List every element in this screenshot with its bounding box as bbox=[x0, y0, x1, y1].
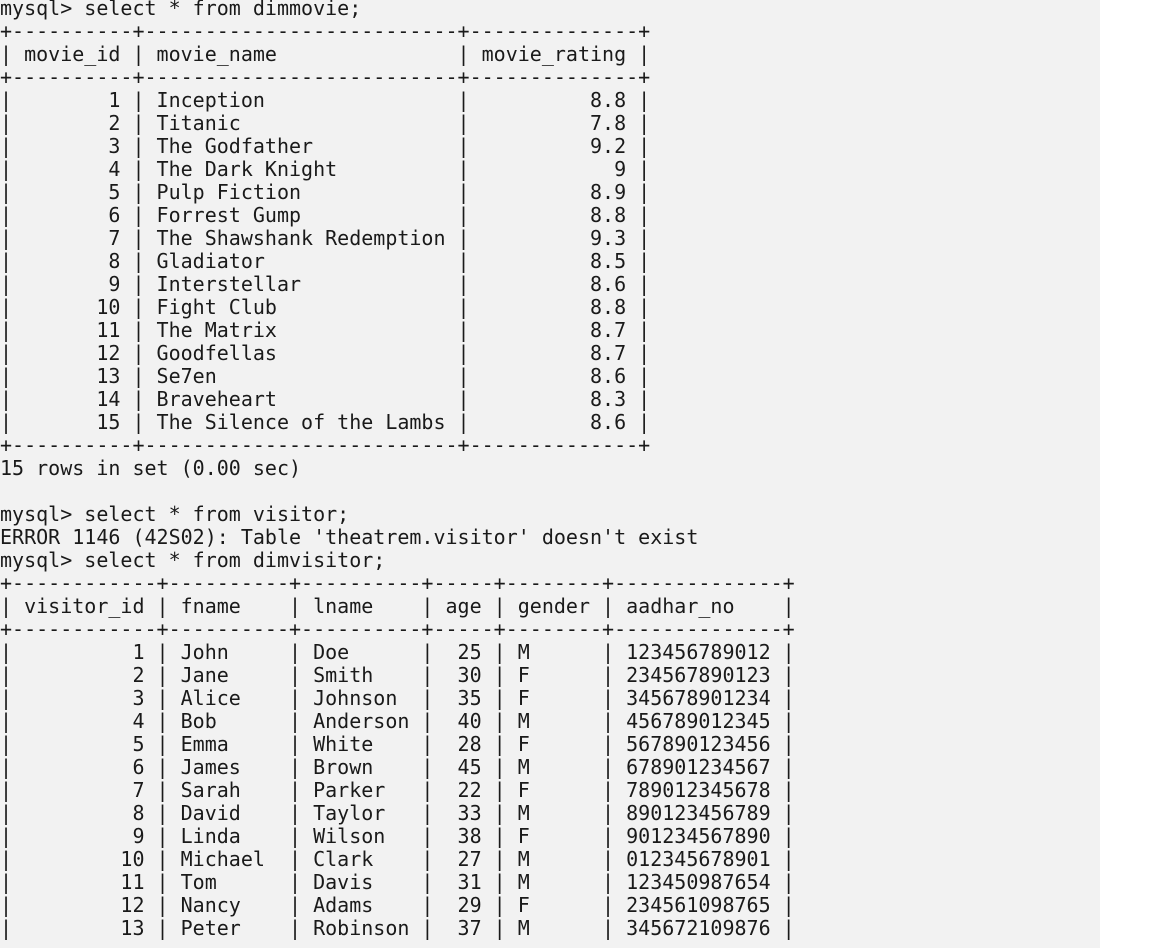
terminal-line: | 13 | Peter | Robinson | 37 | M | 345672109876 | bbox=[0, 916, 795, 940]
terminal-line: | 6 | Forrest Gump | 8.8 | bbox=[0, 203, 651, 227]
terminal-line bbox=[0, 480, 795, 503]
terminal-line: mysql> select * from dimvisitor; bbox=[0, 548, 386, 572]
terminal-line: | 14 | Braveheart | 8.3 | bbox=[0, 387, 651, 411]
terminal-line: +----------+--------------------------+--------------+ bbox=[0, 65, 651, 89]
terminal-line: | 12 | Goodfellas | 8.7 | bbox=[0, 341, 651, 365]
terminal-line: | 9 | Linda | Wilson | 38 | F | 901234567890 | bbox=[0, 824, 795, 848]
terminal-line: mysql> select * from visitor; bbox=[0, 502, 350, 526]
terminal-line: +----------+--------------------------+--------------+ bbox=[0, 19, 651, 43]
terminal-line: | 5 | Emma | White | 28 | F | 567890123456 | bbox=[0, 732, 795, 756]
terminal-line: | 13 | Se7en | 8.6 | bbox=[0, 364, 651, 388]
terminal-line: | 7 | Sarah | Parker | 22 | F | 789012345678 | bbox=[0, 778, 795, 802]
terminal-line: | visitor_id | fname | lname | age | gender | aadhar_no | bbox=[0, 594, 795, 618]
terminal-line: | 10 | Fight Club | 8.8 | bbox=[0, 295, 651, 319]
terminal-line: 15 rows in set (0.00 sec) bbox=[0, 456, 302, 480]
terminal-line: +------------+----------+----------+-----+--------+--------------+ bbox=[0, 571, 795, 595]
terminal-line: | 10 | Michael | Clark | 27 | M | 012345678901 | bbox=[0, 847, 795, 871]
terminal-line: | 6 | James | Brown | 45 | M | 678901234567 | bbox=[0, 755, 795, 779]
terminal-line: | 7 | The Shawshank Redemption | 9.3 | bbox=[0, 226, 651, 250]
terminal-line: | 12 | Nancy | Adams | 29 | F | 234561098765 | bbox=[0, 893, 795, 917]
terminal-line: +------------+----------+----------+-----+--------+--------------+ bbox=[0, 617, 795, 641]
terminal-line: | 3 | Alice | Johnson | 35 | F | 345678901234 | bbox=[0, 686, 795, 710]
terminal-line: | movie_id | movie_name | movie_rating | bbox=[0, 42, 651, 66]
terminal-line: mysql> select * from dimmovie; bbox=[0, 0, 362, 20]
terminal-line: | 4 | The Dark Knight | 9 | bbox=[0, 157, 651, 181]
terminal-line: | 11 | The Matrix | 8.7 | bbox=[0, 318, 651, 342]
terminal-line: | 1 | Inception | 8.8 | bbox=[0, 88, 651, 112]
terminal-line: | 3 | The Godfather | 9.2 | bbox=[0, 134, 651, 158]
terminal-line: | 15 | The Silence of the Lambs | 8.6 | bbox=[0, 410, 651, 434]
terminal-line: | 8 | David | Taylor | 33 | M | 890123456789 | bbox=[0, 801, 795, 825]
terminal-line: | 4 | Bob | Anderson | 40 | M | 456789012345 | bbox=[0, 709, 795, 733]
terminal-line: +----------+--------------------------+--------------+ bbox=[0, 433, 651, 457]
terminal-line: ERROR 1146 (42S02): Table 'theatrem.visitor' doesn't exist bbox=[0, 525, 699, 549]
terminal-line: | 5 | Pulp Fiction | 8.9 | bbox=[0, 180, 651, 204]
terminal-line: | 2 | Jane | Smith | 30 | F | 234567890123 | bbox=[0, 663, 795, 687]
terminal-line: | 11 | Tom | Davis | 31 | M | 123450987654 | bbox=[0, 870, 795, 894]
terminal-line: | 1 | John | Doe | 25 | M | 123456789012 | bbox=[0, 640, 795, 664]
terminal-line: | 2 | Titanic | 7.8 | bbox=[0, 111, 651, 135]
terminal-line: | 8 | Gladiator | 8.5 | bbox=[0, 249, 651, 273]
terminal-line: | 9 | Interstellar | 8.6 | bbox=[0, 272, 651, 296]
